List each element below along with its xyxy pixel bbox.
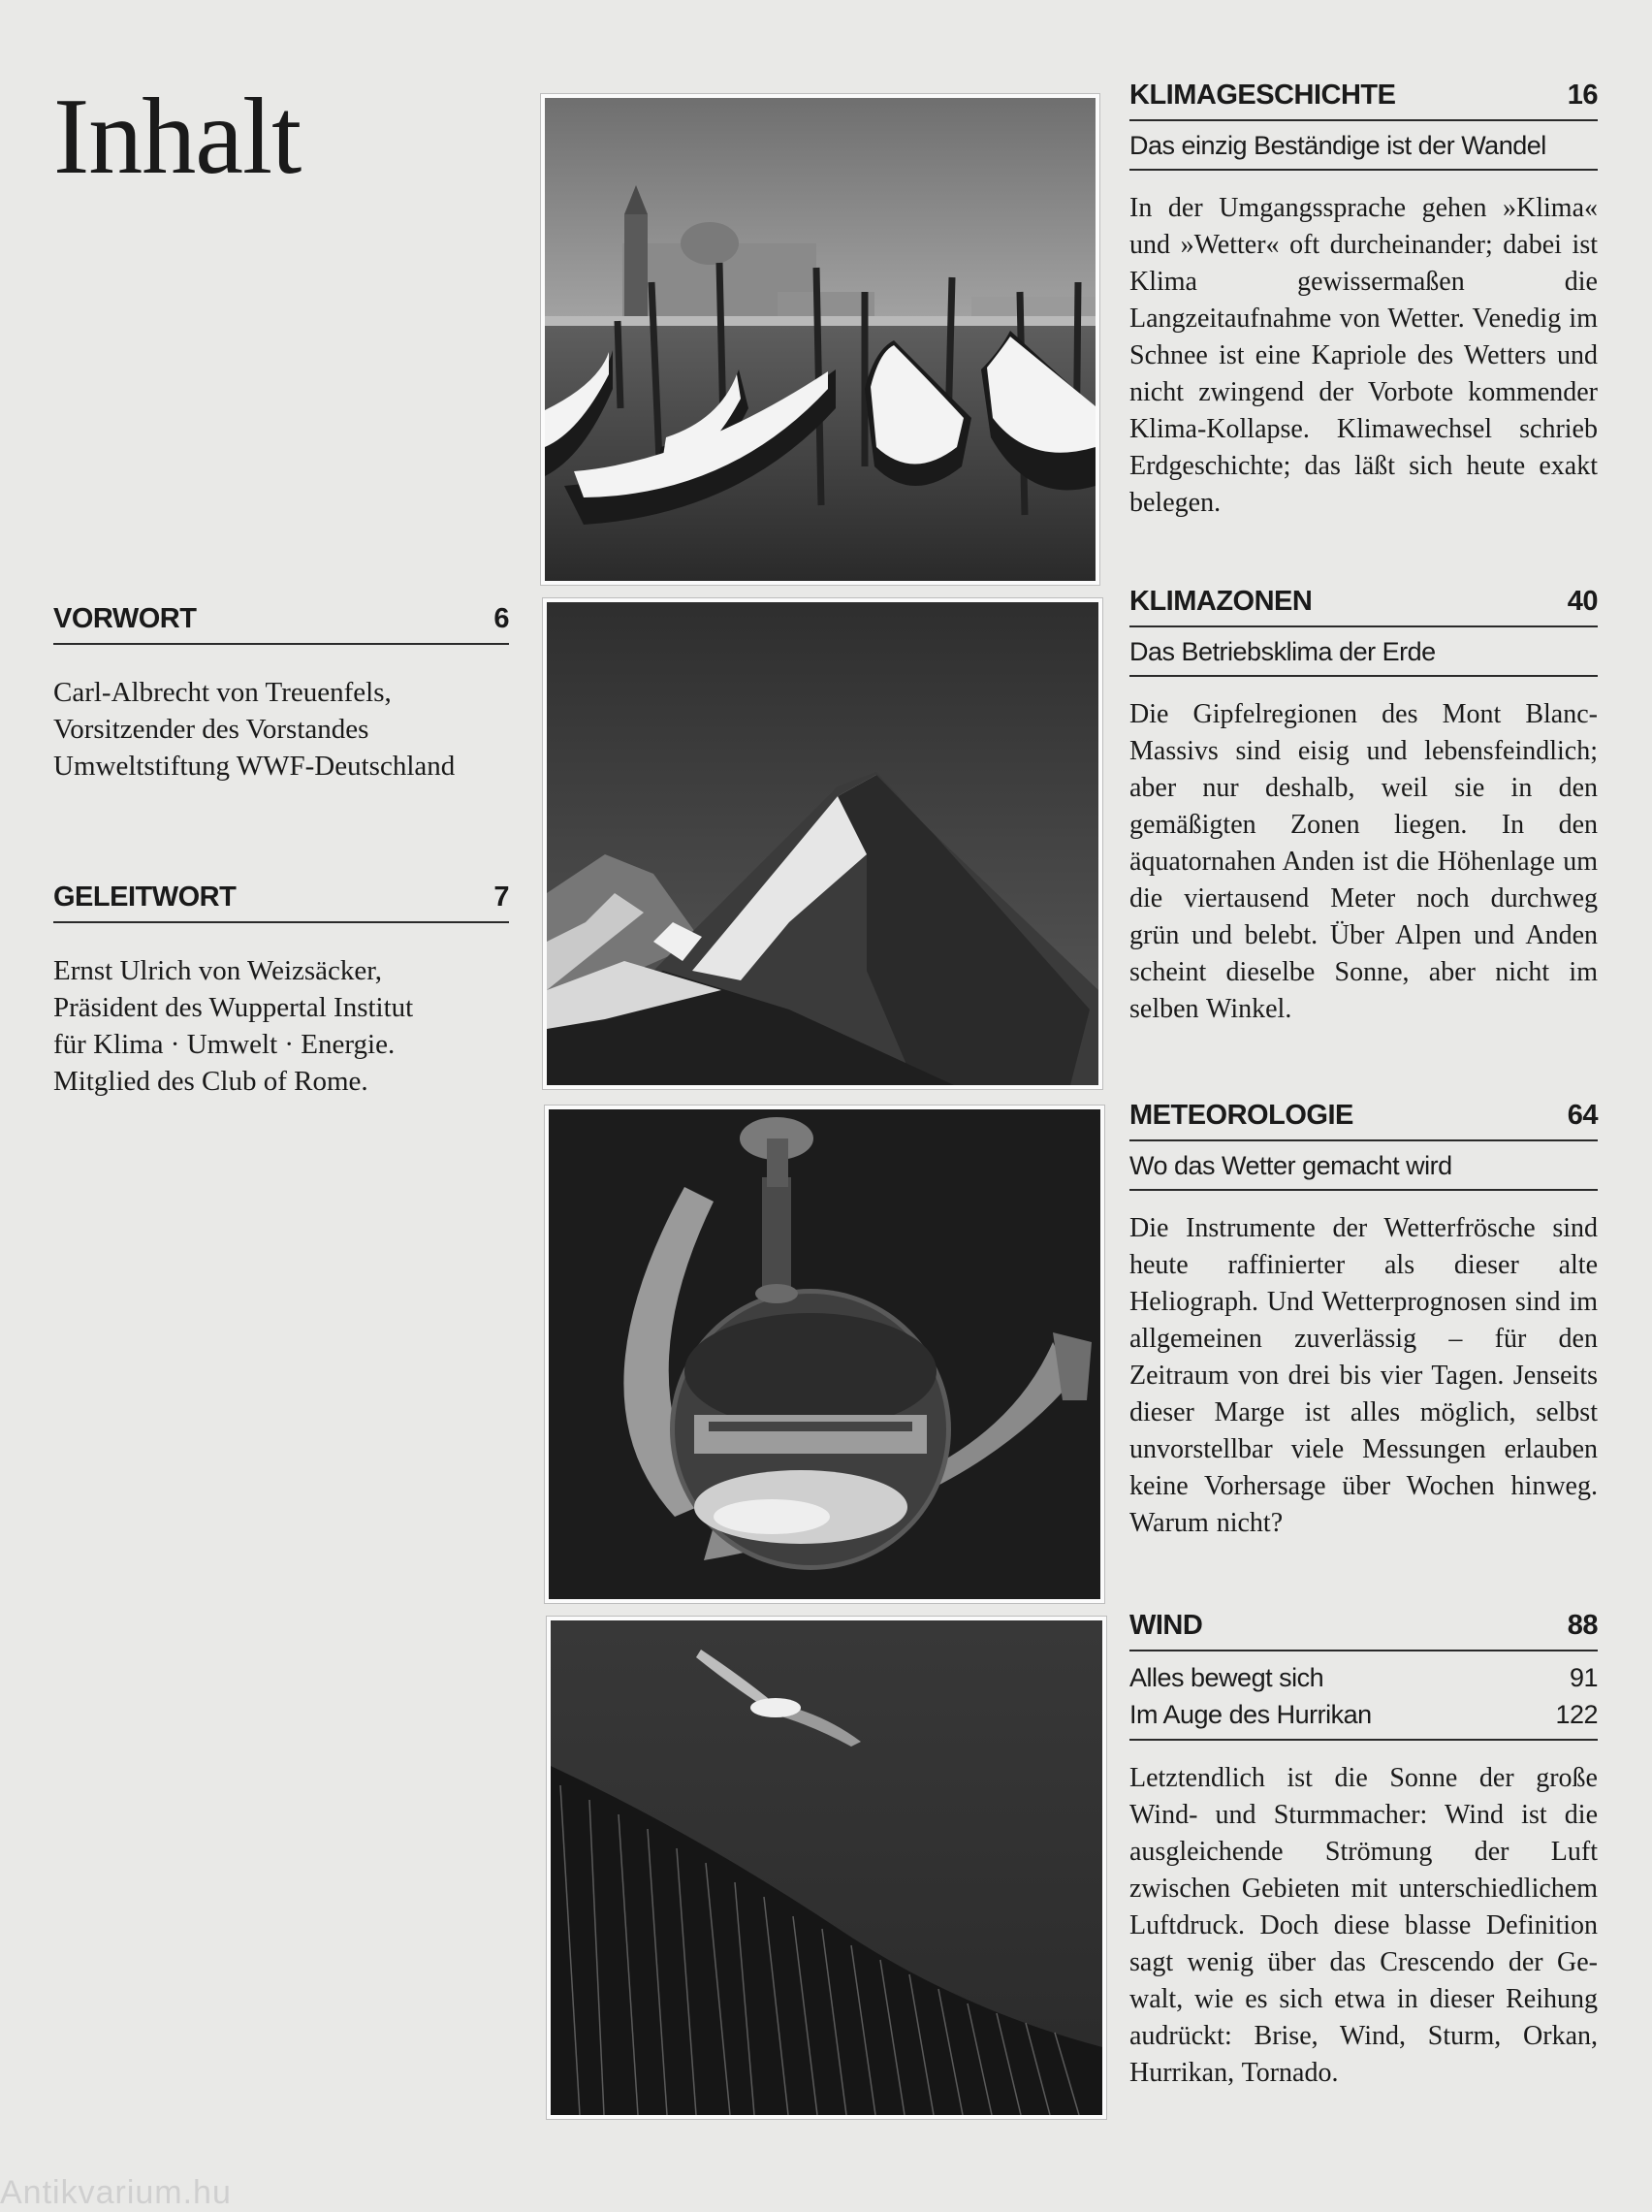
photo-gondolas [541,94,1099,585]
chapter-klimazonen [1129,586,1598,1028]
section-page-number: 6 [493,603,509,634]
section-text [53,952,509,1100]
mountain-image [547,602,1098,1085]
chapter-subsections [1129,1651,1598,1741]
watermark: Antikvarium.hu [0,2174,232,2211]
chapter-subtitle: Das einzig Beständige ist der Wandel [1129,121,1598,171]
chapter-header [1129,1610,1598,1651]
section-header [53,882,509,923]
chapter-page-number: 16 [1567,80,1598,111]
chapter-header [1129,586,1598,627]
seagull-image [551,1620,1102,2115]
chapter-heading: KLIMAGESCHICHTE [1129,80,1396,111]
chapter-subtitle: Das Betriebsklima der Erde [1129,627,1598,677]
subsection-row [1129,1696,1598,1733]
chapter-header [1129,1100,1598,1141]
chapter-heading: KLIMAZONEN [1129,586,1313,617]
chapter-klimageschichte [1129,80,1598,522]
chapter-text: Letztendlich ist die Sonne der große Wind- und Sturmmacher: Wind ist die ausgleichende Strömung der Luft zwischen Gebieten mit unterschiedlichem Luftdruck. Doch diese blasse Definition sagt wenig über das Crescendo der Gewalt, wie es sich etwa in dieser Reihung audrückt: Brise, Wind, Sturm, Orkan, Hurrikan, Tornado. [1129,1763,1598,2088]
section-heading: VORWORT [53,603,197,634]
subsection-row [1129,1659,1598,1696]
text-line: Carl-Albrecht von Treuenfels, [53,677,392,708]
subsection-page: 91 [1569,1663,1598,1692]
text-line: Mitglied des Club of Rome. [53,1066,368,1097]
photo-mountain [543,598,1102,1089]
photo-heliograph [545,1106,1104,1603]
chapter-text: Die Instrumente der Wetterfrösche sind heute raffinierter als dieser alte Heliograph. Und Wetterprognosen sind im allgemeinen zuverlässig – für den Zeitraum von drei bis vier Tagen. Jenseits dieser Marge ist alles möglich, selbst unvorstellbar viele Messungen erlauben keine Vorhersage über Wochen hinweg. Warum nicht? [1129,1213,1598,1538]
subsection-page: 122 [1555,1700,1598,1729]
heliograph-image [549,1109,1100,1599]
chapter-text: Die Gipfelregionen des Mont Blanc-Massivs sind eisig und lebensfeindlich; aber nur deshalb, weil sie in den gemäßigten Zonen liegen. In den äquatornahen Anden ist die Höhenlage um die viertausend Meter noch durchweg grün und belebt. Über Alpen und Anden scheint dieselbe Sonne, aber nicht im selben Winkel. [1129,699,1598,1024]
text-line: für Klima · Umwelt · Energie. [53,1029,396,1060]
chapter-heading: WIND [1129,1610,1203,1641]
section-heading: GELEITWORT [53,882,237,913]
text-line: Präsident des Wuppertal Institut [53,992,414,1023]
section-page-number: 7 [493,882,509,913]
page-title: Inhalt [53,77,302,197]
text-line: Umweltstiftung WWF-Deutschland [53,751,456,782]
chapter-text: In der Umgangssprache gehen »Klima« und »Wetter« oft durcheinander; dabei ist Klima gewissermaßen die Langzeitaufnahme von Wetter. Venedig im Schnee ist eine Kapriole des Wetters und nicht zwingend der Vorbote kommender Klima-Kollapse. Klimawechsel schrieb Erdgeschichte; das läßt sich heute exakt belegen. [1129,193,1598,518]
section-header [53,603,509,645]
photo-seagull [547,1617,1106,2119]
subsection-label: Im Auge des Hurrikan [1129,1700,1372,1729]
chapter-meteorologie [1129,1100,1598,1542]
section-vorwort [53,603,509,785]
chapter-wind [1129,1610,1598,2092]
chapter-page-number: 40 [1567,586,1598,617]
subsection-label: Alles bewegt sich [1129,1663,1324,1692]
text-line: Vorsitzender des Vorstandes [53,714,369,745]
chapter-subtitle: Wo das Wetter gemacht wird [1129,1141,1598,1191]
chapter-page-number: 88 [1567,1610,1598,1641]
section-geleitwort [53,882,509,1100]
gondolas-image [545,98,1096,581]
chapter-heading: METEOROLOGIE [1129,1100,1353,1131]
chapter-page-number: 64 [1567,1100,1598,1131]
text-line: Ernst Ulrich von Weizsäcker, [53,955,383,986]
section-text [53,674,509,785]
chapter-header [1129,80,1598,121]
